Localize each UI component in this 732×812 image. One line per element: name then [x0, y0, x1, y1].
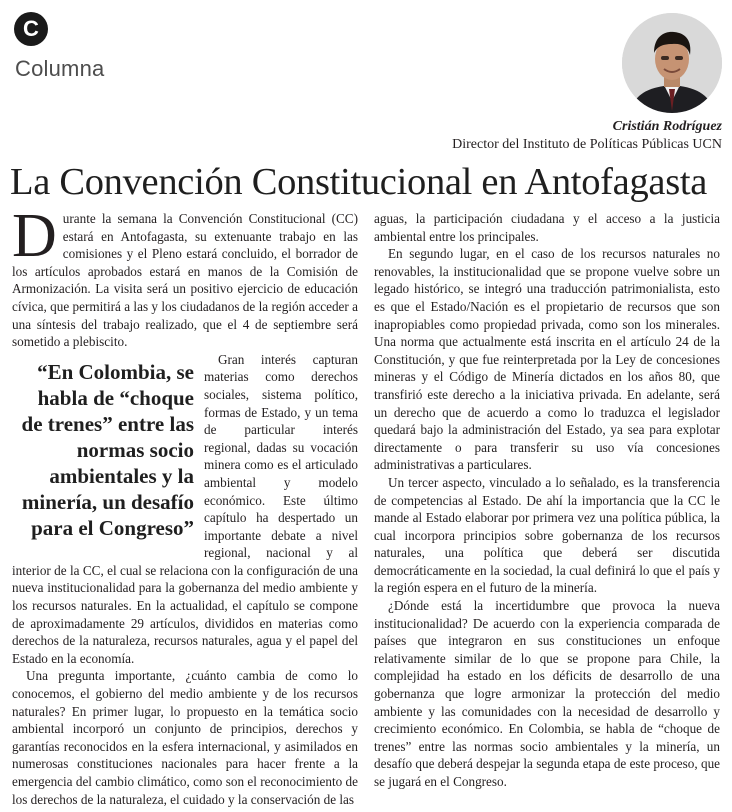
pull-quote: “En Colombia, se habla de “choque de trenes” entre las normas socio ambientales y la minería, un desafío para el Congreso”	[21, 359, 194, 540]
author-photo	[622, 13, 722, 113]
author-byline	[452, 118, 722, 154]
article-headline: La Convención Constitucional en Antofagasta	[10, 161, 708, 203]
right-column	[374, 210, 720, 791]
left-column	[12, 202, 358, 808]
section-label: Columna	[15, 56, 105, 81]
paragraph: Una pregunta importante, ¿cuánto cambia de como lo conocemos, el gobierno del medio ambiente y de los recursos naturales? En primer lugar, lo propuesto en la temática socio ambiental incorporó un conjunto de principios, derechos y garantías reconocidos en la esfera internacional, y asimilados en numerosas constituciones nacionales para hacer frente a la emergencia del cambio climático, como son el reconocimiento de los derechos de la naturaleza, el cuidado y la conservación de las	[12, 668, 358, 807]
paragraph: ¿Dónde está la incertidumbre que provoca la nueva institucionalidad? De acuerdo con la experiencia comparada de países que integraron en sus constituciones un enfoque relativamente similar de lo que se propone para Chile, la complejidad ha estado en los déficits de desarrollo de una gobernanza que logre armonizar la protección del medio ambiente y las comunidades con la necesidad de desarrollo y crecimiento económico. En Colombia, se habla de “choque de trenes” entre las normas socio ambientales y la minería, un desafío que deberá despejar la segunda etapa de este proceso, que se jugará en el Congreso.	[374, 598, 721, 789]
paragraph	[12, 202, 358, 351]
author-title: Director del Instituto de Políticas Públicas UCN	[452, 137, 722, 152]
drop-cap: D	[12, 202, 57, 270]
paragraph: aguas, la participación ciudadana y el acceso a la justicia ambiental entre los principales.	[374, 211, 720, 244]
author-portrait-icon	[622, 13, 722, 113]
paragraph: En segundo lugar, en el caso de los recursos naturales no renovables, la institucionalidad que se propone vuelve sobre un legado histórico, se integró una traducción patrimonialista, esto es que el Estado/Nación es el propietario de recursos que son inapropiables como propiedad privada, como son los minerales. Una norma que actualmente está inscrita en el artículo 24 de la Constitución, y que fue reinterpretada por la Ley de concesiones mineras y el Código de Minería dictados en los años 80, que transfirió este derecho a la iniciativa privada. En adelante, será un derecho que de acuerdo a como lo traduzca el legislador quedará bajo la administración del Estado, ya sea para explotar directamente o para transferir su uso vía concesiones administrativas a particulares.	[374, 246, 720, 473]
column-badge: C	[14, 12, 48, 46]
author-name: Cristián Rodríguez	[612, 119, 722, 134]
paragraph-text: urante la semana la Convención Constitucional (CC) estará en Antofagasta, su extenuante trabajo en las comisiones y el Pleno estará concluido, el borrador de los artículos aprobados estará en manos de la Comisión de Armonización. La visita será un positivo ejercicio de educación cívica, que permitirá a las y los ciudadanos de la región acceder a una síntesis del trabajo realizado, que el 4 de septiembre será sometido a plebiscito.	[12, 211, 358, 350]
paragraph-text: Gran interés capturan materias como derechos sociales, sistema político, formas de Estado, y un tema de particular interés regional, dadas su vocación minera como es el articulado ambiental y modelo económico. Este último capítulo ha despertado un importante debate a nivel regional, nacional y al interior de la CC, el cual se relaciona con la configuración de una nueva institucionalidad para la gobernanza del medio ambiente y los recursos naturales. En la actualidad, el capítulo se compone de aproximadamente 29 artículos, divididos en materias como derechos de la naturaleza, recursos naturales, agua y el papel del Estado en la economía.	[12, 351, 358, 666]
paragraph	[12, 351, 358, 668]
paragraph: Un tercer aspecto, vinculado a lo señalado, es la transferencia de competencias al Estado. De ahí la importancia que la CC le mande al Estado elaborar por primera vez una política pública, la cual incorpora principios sobre gobernanza de los recursos naturales, una política que deberá ser discutida democráticamente en la sociedad, la cual definirá lo que el país y la región espera en el futuro de la minería.	[374, 474, 720, 596]
